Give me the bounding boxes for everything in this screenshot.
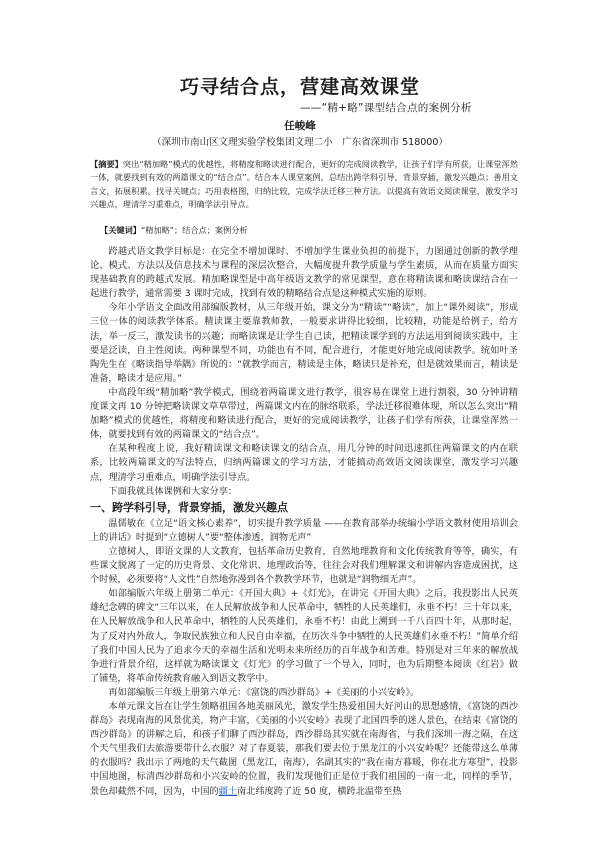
paragraph: 立德树人，即语文课的人文教育，包括革命历史教育，自然地理教育和文化传统教育等等，确实，有些课文脱离了一定的历史背景、文化常识、地理政治等，往往会对我们理解课文和讲解内容造成困扰，这个时候，必须要将“人文性”自然地弥漫到各个教教学环节，也就是“润物细无声”。 bbox=[90, 545, 518, 586]
paragraph: 下面我就具体课例和大家分享： bbox=[108, 485, 238, 497]
paragraph-text: 本单元课文旨在让学生领略祖国各地美丽风光，激发学生热爱祖国大好河山的思想感情，《富饶的西沙群岛》表现南海的风景优美，物产丰富，《美丽的小兴安岭》表现了北国四季的迷人景色，在结束《富饶的西沙群岛》的讲解之后，和孩子们聊了西沙群岛，西沙群岛其实就在南海省，与我们深圳一海之隔，在这个天气里我们去旅游要带什么衣服？对了春夏装，那我们要去位于黑龙江的小兴安岭呢？还能带这么单薄的衣服吗？我出示了两地的天气截图（黑龙江，南海），名副其实的“我在南方暮暖，你在北方寒望”，投影中国地图，标清西沙群岛和小兴安岭的位置，我们发现他们正是位于我们祖国的一南一北，同样的季节，景色却截然不同，因为，中国的 bbox=[90, 701, 518, 797]
paragraph-text: 南北纬度跨了近 50 度，横跨北温带至热 bbox=[237, 785, 402, 797]
paragraph: 再如部编版三年级上册第六单元：《富饶的西沙群岛》+《美丽的小兴安岭》。 bbox=[108, 686, 420, 698]
body-text bbox=[90, 245, 518, 799]
abstract-label: 【摘要】 bbox=[90, 159, 123, 169]
paragraph: 跨越式语文教学目标是：在完全不增加课时、不增加学生课业负担的前提下，力图通过创新的教学理论、模式、方法以及信息技术与课程的深层次整合，大幅度提升教学质量与学生素质，从而在质量方面实现基础教育的跨越式发展。精加略课型是中高年级语文教学的常见课型，意在将精读课和略读课结合在一起进行教学，通常需要 3 课时完成，找到有效的精略结合点是这种模式实施的原则。 bbox=[90, 246, 518, 300]
paragraph bbox=[90, 700, 518, 799]
keywords-label: 【关键词】 bbox=[100, 225, 141, 235]
hyperlink[interactable]: 疆土 bbox=[218, 785, 237, 797]
keywords-text: “精加略”；结合点；案例分析 bbox=[140, 225, 248, 235]
keywords-block bbox=[100, 224, 520, 237]
author-affiliation: （深圳市南山区文理实验学校集团文理二小 广东省深圳市 518000） bbox=[152, 137, 448, 148]
paragraph: 中高段年级“精加略”教学模式，围绕着两篇课文进行教学，很容易在课堂上进行割裂，30 分钟讲精度课文再 10 分钟把略读课文草草带过，两篇课文内在的脉络联系，学法迁移很难体现，所以怎么突出“精加略”模式的优越性，将精度和略读进行配合，更好的完成阅读教学，让孩子们学有所获，让课堂浑然一体，就要找到有效的两篇课文的“结合点”。 bbox=[90, 386, 518, 441]
author-name: 任峻峰 bbox=[284, 120, 316, 132]
paragraph: 如部编版六年级上册第二单元：《开国大典》+《灯光》，在讲完《开国大典》之后，我投影出人民英雄纪念碑的碑文“三年以来，在人民解放战争和人民革命中，牺牲的人民英雄们，永垂不朽！三十年以来，在人民解放战争和人民革命中，牺牲的人民英雄们，永垂不朽！由此上溯到一千八百四十年，从那时起，为了反对内外敌人，争取民族独立和人民自由幸福，在历次斗争中牺牲的人民英雄们永垂不朽！”简单介绍了我们中国人民为了追求今天的幸福生活和光明未来所经历的百年战争和苦难。特别是对三年来的解放战争进行背景介绍，这样就为略读课文《灯光》的学习做了一个导入，同时，也为后期整本阅读《红岩》做了铺垫，将革命传统教育融入到语文教学中。 bbox=[90, 588, 518, 684]
section-heading: 一、跨学科引导，背景穿插，激发兴趣点 bbox=[90, 500, 288, 514]
abstract-block bbox=[90, 158, 518, 212]
paragraph: 今年小学语文全面改用部编版教材，从三年级开始，课文分为“精读”“略读”，加上“课外阅读”，形成三位一体的阅读教学体系。精读课主要靠教师教，一般要求讲得比较细，比较精，功能是给例子，给方法，举一反三，激发读书的兴趣；而略读课是让学生自己读，把精读课学到的方法运用到阅读实践中，主要是泛读，自主性阅读。两种课型不同，功能也有不同，配合进行，才能更好地完成阅读教学。统如叶圣陶先生在《略读指导举隅》所说的：“就教学而言，精读是主体，略读只是补充，但是就效果而言，精读是准备，略读才是应用。” bbox=[90, 302, 518, 384]
paragraph: 在某种程度上说，我好精读课文和略读课文的结合点，用几分钟的时间迅速抓住两篇课文的内在联系，比较两篇课文的写法特点，归纳两篇课文的学习方法，才能搞动高效语文阅读课堂，激发学习兴趣点，理清学习重难点，明确学法引导点。 bbox=[90, 443, 518, 483]
paper-subtitle: ——“精+略”课型结合点的案例分析 bbox=[300, 102, 472, 114]
paragraph: 温儒敏在《立足“语文核心素养”，切实提升教学质量 ——在教育部举办统编小学语文教材使用培训会上的讲话》时提到“立德树人”要“整体渗透，润物无声” bbox=[90, 517, 518, 543]
abstract-text: 突出“精加略”模式的优越性，将精度和略读进行配合，更好的完成阅读教学，让孩子们学有所获，让课堂浑然一体，就要找到有效的两篇课文的“结合点”。结合本人课堂案例，总结出跨学科引导，背景穿插，激发兴趣点；善用文言文，拓展积累，找寻关键点；巧用表格图，归纳比较，完成学法迁移三种方法。以提高有效语文阅读课堂，激发学习兴趣点，理清学习重难点，明确学法引导点。 bbox=[90, 159, 518, 210]
paper-title: 巧寻结合点，营建高效课堂 bbox=[179, 76, 420, 98]
